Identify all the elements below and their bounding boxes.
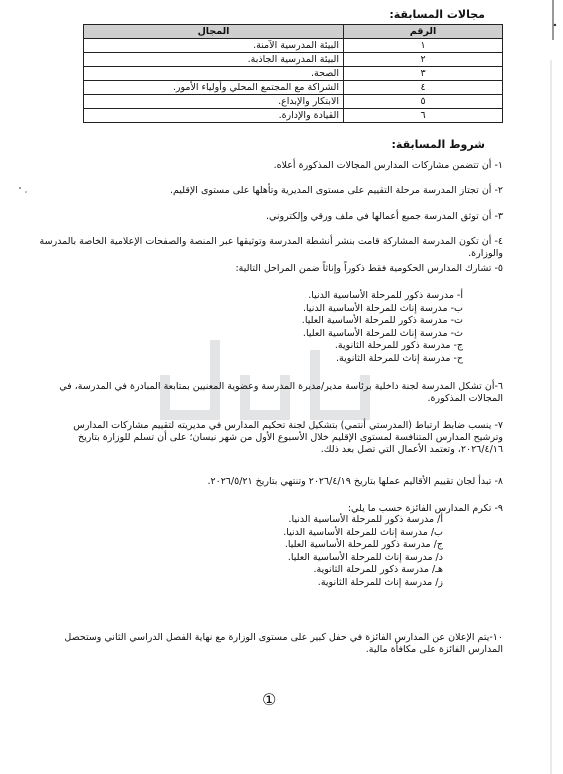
table-row	[84, 53, 503, 67]
scan-edge-marks	[539, 0, 563, 774]
condition-9: ٩- تكرم المدارس الفائزة حسب ما يلي:	[347, 503, 503, 514]
row-num: ٦	[344, 109, 503, 123]
row-num: ٢	[344, 53, 503, 67]
condition-6: ٦-أن تشكل المدرسة لجنة داخلية برئاسة مدير/مديرة المدرسة وعضوية المعنيين بمتابعة المبادرة في المدرسة، في المجالات المذكورة.	[59, 381, 503, 404]
table-row	[84, 109, 503, 123]
fields-heading: مجالات المسابقة:	[389, 8, 485, 21]
condition-5: ٥- تشارك المدارس الحكومية فقط ذكوراً وإناثاً ضمن المراحل التالية:	[235, 263, 503, 274]
row-field: البيئة المدرسية الجاذبة.	[84, 53, 344, 67]
condition-10: ١٠-يتم الإعلان عن المدارس الفائزة في حفل كبير على مستوى الوزارة مع نهاية الفصل الدراسي الثاني وستحصل المدارس الفائزة على مكافأة مالية.	[64, 632, 503, 655]
condition-2: ٢- أن تجتاز المدرسة مرحلة التقييم على مستوى المديرية وتأهلها على مستوى الإقليم.	[169, 185, 503, 196]
condition-4: ٤- أن تكون المدرسة المشاركة قامت بنشر أنشطة المدرسة وتوثيقها عبر المنصة والصفحات الإعلامية الخاصة بالمدرسة والوزارة.	[39, 236, 503, 259]
row-field: البيئة المدرسية الآمنة.	[84, 39, 344, 53]
header-num: الرقم	[344, 25, 503, 39]
list-item: ج/ مدرسة ذكور للمرحلة الأساسية العليا.	[284, 539, 443, 550]
list-item: ب/ مدرسة إناث للمرحلة الأساسية الدنيا.	[283, 526, 443, 538]
row-num: ٣	[344, 67, 503, 81]
row-num: ٥	[344, 95, 503, 109]
table-row	[84, 39, 503, 53]
table-row	[84, 95, 503, 109]
header-field: المجال	[84, 25, 344, 39]
condition-5-list	[302, 290, 463, 365]
condition-8: ٨- تبدأ لجان تقييم الأقاليم عملها بتاريخ ٢٠٢٦/٤/١٩ وتنتهي بتاريخ ٢٠٢٦/٥/٢١.	[207, 476, 503, 487]
row-num: ٤	[344, 81, 503, 95]
table-header-row	[84, 25, 503, 39]
condition-1: ١- أن تتضمن مشاركات المدارس المجالات المذكورة أعلاه.	[273, 160, 503, 171]
list-item: هـ/ مدرسة ذكور للمرحلة الثانوية.	[313, 564, 443, 575]
conditions-heading: شروط المسابقة:	[391, 138, 485, 151]
list-item: ز/ مدرسة إناث للمرحلة الثانوية.	[317, 576, 443, 588]
list-item: د/ مدرسة إناث للمرحلة الأساسية العليا.	[287, 551, 443, 563]
fields-table	[83, 24, 503, 123]
list-item: ت- مدرسة ذكور للمرحلة الأساسية العليا.	[301, 315, 463, 326]
row-field: القيادة والإدارة.	[84, 109, 344, 123]
page-number: ①	[262, 690, 277, 709]
list-item: ج- مدرسة ذكور للمرحلة الثانوية.	[334, 340, 463, 351]
row-num: ١	[344, 39, 503, 53]
condition-7: ٧- ينسب ضابط ارتباط (المدرستي أنتمي) بتشكيل لجنة تحكيم المدارس في مديريته لتقييم مشاركات المدارس وترشيح المدارس المتنافسة لمستوى الإقليم خلال الأسبوع الأول من شهر نيسان؛ على أن تسلم للوزارة بتاريخ ٢٠٢٦/٤/١٦، وتعتمد الأعمال التي تصل بعد ذلك.	[73, 420, 503, 455]
condition-9-list	[283, 514, 443, 589]
list-item: ث- مدرسة إناث للمرحلة الأساسية العليا.	[302, 327, 463, 339]
scan-speck	[0, 170, 40, 210]
row-field: الشراكة مع المجتمع المحلي وأولياء الأمور.	[84, 81, 344, 95]
condition-3: ٣- أن توثق المدرسة جميع أعمالها في ملف ورقي وإلكتروني.	[265, 211, 503, 222]
table-row	[84, 81, 503, 95]
row-field: الابتكار والإبداع.	[84, 95, 344, 109]
list-item: ح- مدرسة إناث للمرحلة الثانوية.	[336, 352, 463, 364]
list-item: أ- مدرسة ذكور للمرحلة الأساسية الدنيا.	[308, 290, 463, 301]
row-field: الصحة.	[84, 67, 344, 81]
list-item: أ/ مدرسة ذكور للمرحلة الأساسية الدنيا.	[288, 514, 443, 525]
table-row	[84, 67, 503, 81]
list-item: ب- مدرسة إناث للمرحلة الأساسية الدنيا.	[303, 302, 463, 314]
